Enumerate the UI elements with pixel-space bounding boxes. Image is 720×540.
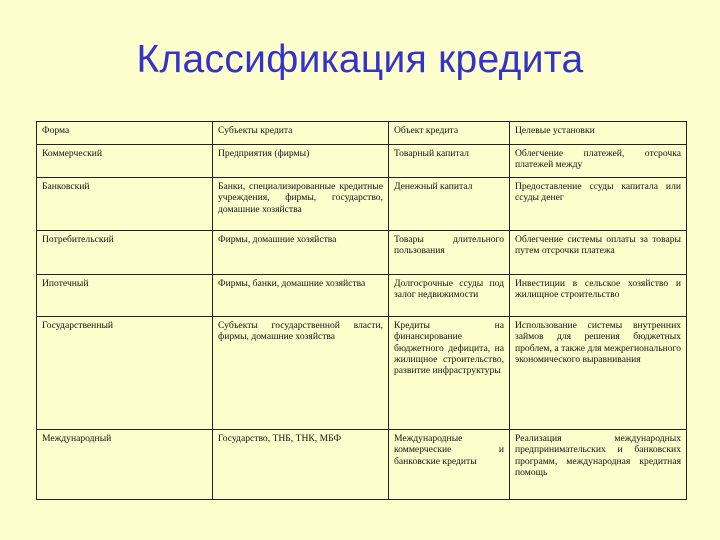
cell-subjects: Предприятия (фирмы) (213, 145, 389, 178)
cell-subjects: Субъекты государственной власти, фирмы, домашние хозяйства (213, 317, 389, 430)
cell-object: Денежный капитал (389, 178, 510, 231)
cell-subjects: Государство, ТНБ, ТНК, МБФ (213, 430, 389, 500)
cell-form: Ипотечный (37, 275, 213, 317)
header-cell-goals: Целевые установки (510, 122, 687, 145)
header-cell-form: Форма (37, 122, 213, 145)
cell-object: Кредиты на финансирование бюджетного дефицита, на жилищное строительство, развитие инфраструктуры (389, 317, 510, 430)
cell-object: Товары длительного пользования (389, 231, 510, 275)
cell-goals: Облегчение платежей, отсрочка платежей между (510, 145, 687, 178)
cell-object: Долгосрочные ссуды под залог недвижимости (389, 275, 510, 317)
cell-goals: Предоставление ссуды капитала или ссуды денег (510, 178, 687, 231)
cell-goals: Использование системы внутренних займов для решения бюджетных проблем, а также для межрегионального экономического выравнивания (510, 317, 687, 430)
header-cell-subjects: Субъекты кредита (213, 122, 389, 145)
cell-form: Коммерческий (37, 145, 213, 178)
cell-subjects: Банки, специализированные кредитные учреждения, фирмы, государство, домашние хозяйства (213, 178, 389, 231)
cell-object: Товарный капитал (389, 145, 510, 178)
table-row (37, 430, 687, 500)
cell-goals: Инвестиции в сельское хозяйство и жилищное строительство (510, 275, 687, 317)
cell-subjects: Фирмы, банки, домашние хозяйства (213, 275, 389, 317)
table-row (37, 178, 687, 231)
table-row (37, 275, 687, 317)
table-row (37, 145, 687, 178)
cell-form: Потребительский (37, 231, 213, 275)
cell-goals: Реализация международных предпринимательских и банковских программ, международная кредитная помощь (510, 430, 687, 500)
cell-form: Международный (37, 430, 213, 500)
cell-subjects: Фирмы, домашние хозяйства (213, 231, 389, 275)
header-cell-object: Объект кредита (389, 122, 510, 145)
table-header-row (37, 122, 687, 145)
slide-title: Классификация кредита (136, 38, 584, 81)
cell-form: Банковский (37, 178, 213, 231)
cell-object: Международные коммерческие и банковские кредиты (389, 430, 510, 500)
table-row (37, 317, 687, 430)
credit-classification-table (36, 121, 687, 500)
cell-goals: Облегчение системы оплаты за товары путем отсрочки платежа (510, 231, 687, 275)
cell-form: Государственный (37, 317, 213, 430)
table-row (37, 231, 687, 275)
